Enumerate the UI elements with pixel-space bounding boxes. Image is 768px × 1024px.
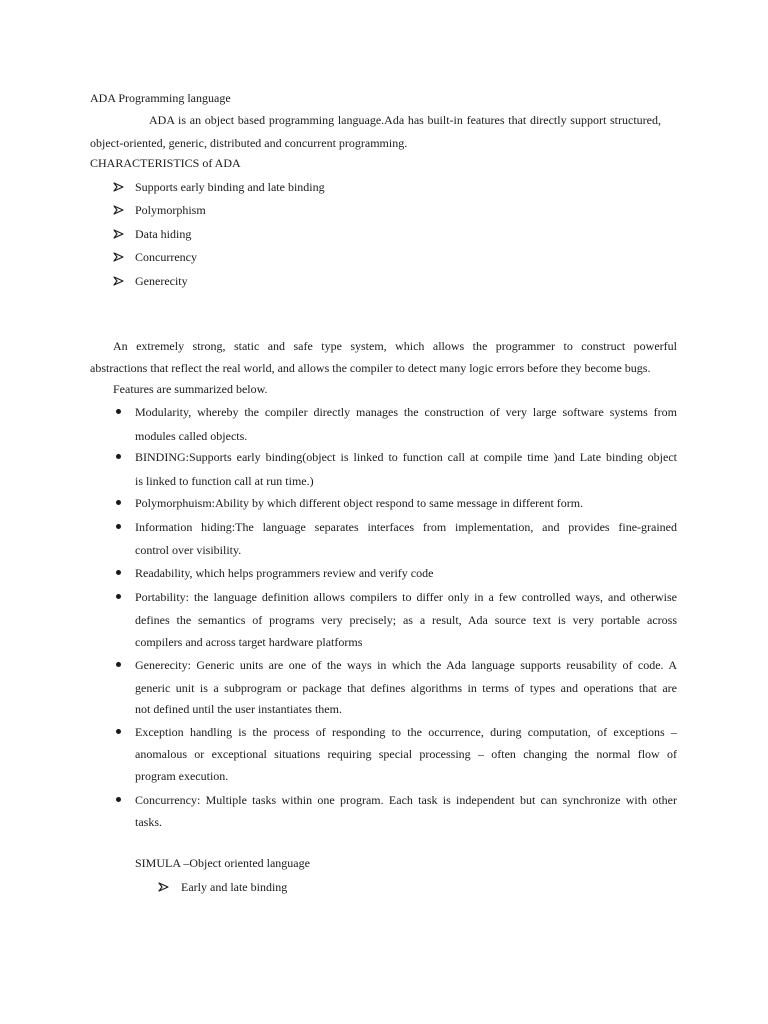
feature-line: Information hiding:The language separates interfaces from implementation, and provides fine-grained (135, 520, 677, 534)
feature-line: anomalous or exceptional situations requiring special processing – often changing the normal flow of (135, 747, 677, 761)
simula-item: Early and late binding (181, 880, 288, 894)
bullet-icon (116, 454, 121, 459)
bullet-icon (116, 570, 121, 575)
feature-line: program execution. (135, 769, 229, 783)
arrow-bullet-icon (113, 274, 125, 288)
ada-intro-line-2: object-oriented, generic, distributed and concurrent programming. (90, 136, 408, 150)
feature-line: Readability, which helps programmers review and verify code (135, 566, 434, 580)
arrow-bullet-icon (113, 227, 125, 241)
characteristic-item: Concurrency (135, 250, 197, 264)
characteristic-item: Generecity (135, 274, 188, 288)
bullet-icon (116, 594, 121, 599)
characteristic-item: Polymorphism (135, 203, 206, 217)
feature-line: Portability: the language definition allows compilers to differ only in a few controlled ways, and otherwise (135, 590, 677, 604)
feature-line: compilers and across target hardware platforms (135, 635, 363, 649)
feature-line: Polymorphuism:Ability by which different object respond to same message in different form. (135, 496, 584, 510)
feature-line: BINDING:Supports early binding(object is linked to function call at compile time )and Late binding object (135, 450, 677, 464)
feature-line: Concurrency: Multiple tasks within one program. Each task is independent but can synchronize with other (135, 793, 677, 807)
simula-title: SIMULA –Object oriented language (135, 856, 310, 870)
arrow-bullet-icon (158, 880, 170, 894)
feature-line: Exception handling is the process of responding to the occurrence, during computation, of exceptions – (135, 725, 677, 739)
bullet-icon (116, 524, 121, 529)
characteristics-heading: CHARACTERISTICS of ADA (90, 156, 241, 170)
ada-intro-line-1: ADA is an object based programming language.Ada has built-in features that directly support structured, (149, 113, 661, 127)
arrow-bullet-icon (113, 180, 125, 194)
characteristic-item: Data hiding (135, 227, 192, 241)
type-system-line-1: An extremely strong, static and safe type system, which allows the programmer to construct powerful (113, 339, 677, 353)
ada-title: ADA Programming language (90, 91, 231, 105)
arrow-bullet-icon (113, 203, 125, 217)
bullet-icon (116, 729, 121, 734)
type-system-line-2: abstractions that reflect the real world, and allows the compiler to detect many logic errors before they become bugs. (90, 361, 651, 375)
bullet-icon (116, 797, 121, 802)
arrow-bullet-icon (113, 250, 125, 264)
feature-line: modules called objects. (135, 429, 248, 443)
feature-line: Generecity: Generic units are one of the ways in which the Ada language supports reusability of code. A (135, 658, 677, 672)
feature-line: is linked to function call at run time.) (135, 474, 314, 488)
bullet-icon (116, 409, 121, 414)
bullet-icon (116, 662, 121, 667)
feature-line: generic unit is a subprogram or package that defines algorithms in terms of types and operations that are (135, 681, 677, 695)
feature-line: defines the semantics of programs very precisely; as a result, Ada source text is very portable across (135, 613, 677, 627)
feature-line: control over visibility. (135, 543, 242, 557)
feature-line: not defined until the user instantiates them. (135, 702, 342, 716)
feature-line: Modularity, whereby the compiler directly manages the construction of very large software systems from (135, 405, 677, 419)
features-intro: Features are summarized below. (113, 382, 268, 396)
feature-line: tasks. (135, 815, 162, 829)
characteristic-item: Supports early binding and late binding (135, 180, 325, 194)
bullet-icon (116, 500, 121, 505)
